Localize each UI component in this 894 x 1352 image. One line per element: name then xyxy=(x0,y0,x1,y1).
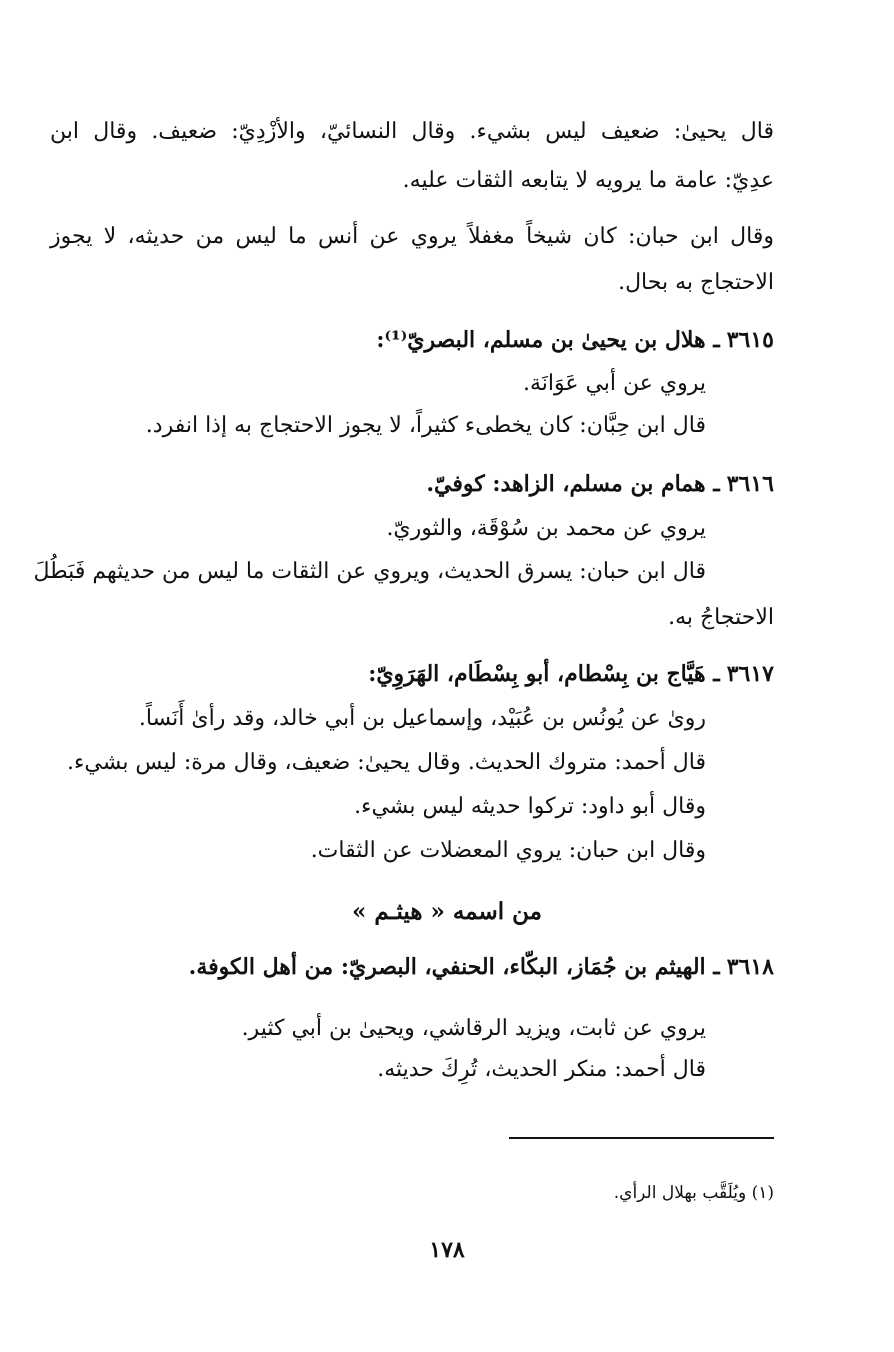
paragraph-1-line-1: قال يحيىٰ: ضعيف ليس بشيء. وقال النسائيّ، والأزْدِيّ: ضعيف. وقال ابن xyxy=(50,119,774,144)
entry-3616-title: ـ همام بن مسلم، الزاهد: كوفيّ. xyxy=(426,471,720,497)
paragraph-2-line-1: وقال ابن حبان: كان شيخاً مغفلاً يروي عن أنس ما ليس من حديثه، لا يجوز xyxy=(50,224,774,249)
entry-3618-title: ـ الهيثم بن جُمَاز، البكّاء، الحنفي، البصريّ: من أهل الكوفة. xyxy=(188,954,720,980)
entry-3616-line-1: يروي عن محمد بن سُوْقَة، والثوريّ. xyxy=(386,516,706,541)
entry-3616-line-3: الاحتجاجُ به. xyxy=(668,605,774,630)
paragraph-2-line-2: الاحتجاج به بحال. xyxy=(618,270,774,295)
footnote: (١) ويُلَقَّب بهلال الرأي. xyxy=(613,1183,774,1203)
entry-3617-line-3: وقال أبو داود: تركوا حديثه ليس بشيء. xyxy=(354,794,706,819)
entry-3615-heading xyxy=(376,325,774,356)
section-heading: من اسمه « هيثـم » xyxy=(352,898,542,925)
entry-3616-line-2: قال ابن حبان: يسرق الحديث، ويروي عن الثقات ما ليس من حديثهم فَبَطُلَ xyxy=(33,559,706,584)
entry-3618-line-2: قال أحمد: منكر الحديث، تُرِكَ حديثه. xyxy=(377,1057,706,1082)
entry-3615-line-1: يروي عن أبي عَوَانَة. xyxy=(522,371,706,396)
page-number: ١٧٨ xyxy=(429,1237,465,1263)
paragraph-1-line-2: عدِيّ: عامة ما يرويه لا يتابعه الثقات عليه. xyxy=(402,168,774,193)
entry-3618-line-1: يروي عن ثابت، ويزيد الرقاشي، ويحيىٰ بن أبي كثير. xyxy=(241,1016,706,1041)
entry-3617-heading xyxy=(368,659,774,690)
entry-3615-number: ٣٦١٥ xyxy=(726,327,774,353)
entry-3617-line-4: وقال ابن حبان: يروي المعضلات عن الثقات. xyxy=(310,838,706,863)
entry-3616-number: ٣٦١٦ xyxy=(726,471,774,497)
entry-3616-heading xyxy=(426,469,774,500)
entry-3618-heading xyxy=(189,952,774,983)
entry-3618-number: ٣٦١٨ xyxy=(726,954,774,980)
entry-3615-line-2: قال ابن حِبَّان: كان يخطىء كثيراً، لا يجوز الاحتجاج به إذا انفرد. xyxy=(145,413,706,438)
entry-3617-line-1: روىٰ عن يُونُس بن عُبَيْد، وإسماعيل بن أبي خالد، وقد رأىٰ أَنَساً. xyxy=(138,706,706,731)
entry-3617-title: ـ هَيَّاج بن بِسْطام، أبو بِسْطَام، الهَرَوِيّ: xyxy=(368,661,720,687)
entry-3615-title: ـ هلال بن يحيىٰ بن مسلم، البصريّ⁽¹⁾: xyxy=(376,327,720,353)
entry-3617-number: ٣٦١٧ xyxy=(726,661,774,687)
entry-3617-line-2: قال أحمد: متروك الحديث. وقال يحيىٰ: ضعيف، وقال مرة: ليس بشيء. xyxy=(67,750,706,775)
footnote-separator xyxy=(509,1137,774,1139)
